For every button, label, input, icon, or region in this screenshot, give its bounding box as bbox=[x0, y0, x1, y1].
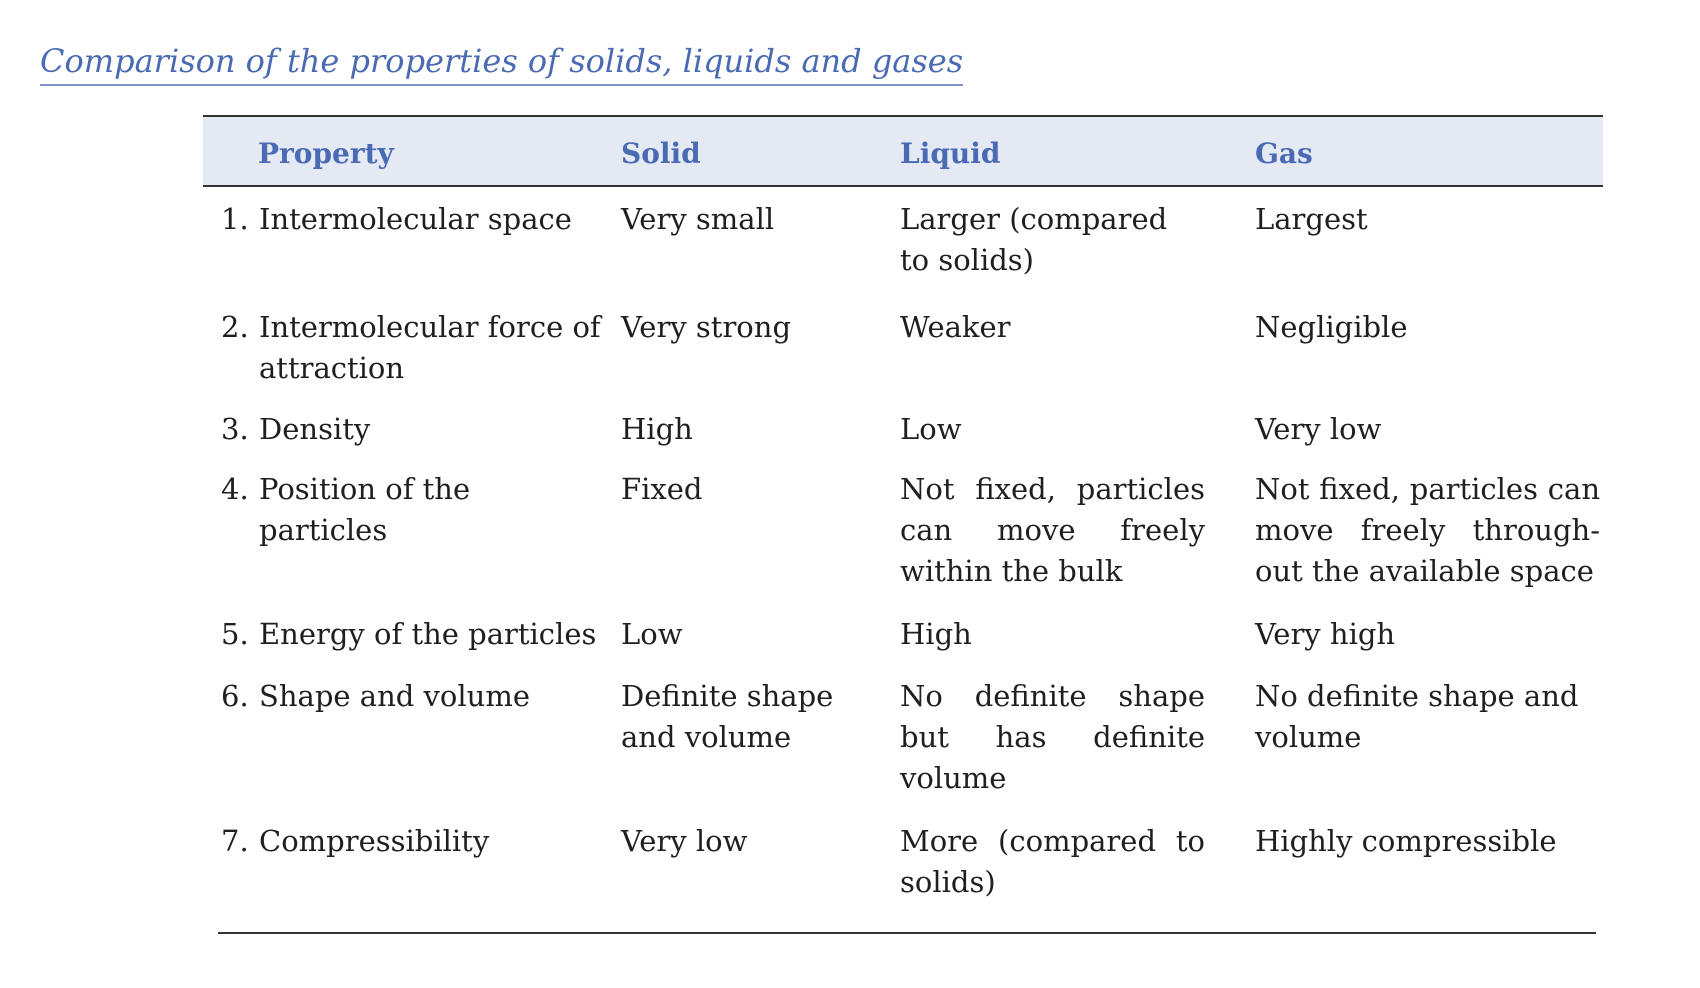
gas-cell: No definite shape and volume bbox=[1255, 679, 1579, 754]
property-cell bbox=[221, 469, 606, 551]
table-row bbox=[203, 307, 1603, 409]
table-row bbox=[203, 614, 1603, 676]
row-number: 1. bbox=[221, 202, 249, 236]
solid-cell: Low bbox=[621, 617, 683, 651]
property-cell bbox=[221, 199, 606, 240]
liquid-cell: Not fixed, particles can move freely within the bulk bbox=[900, 472, 1205, 588]
liquid-cell: High bbox=[900, 617, 972, 651]
table-row bbox=[203, 676, 1603, 821]
property-cell bbox=[221, 821, 606, 862]
gas-cell: Highly compressible bbox=[1255, 824, 1557, 858]
header-liquid: Liquid bbox=[900, 137, 1001, 170]
liquid-cell: No definite shape but has definite volume bbox=[900, 679, 1205, 795]
property-cell bbox=[221, 676, 606, 717]
property-label: Intermolecular force of attraction bbox=[259, 310, 601, 385]
solid-cell: Definite shape and volume bbox=[621, 679, 834, 754]
liquid-cell: Weaker bbox=[900, 310, 1011, 344]
properties-table bbox=[203, 115, 1603, 911]
gas-cell: Very high bbox=[1255, 617, 1396, 651]
table-bottom-rule bbox=[218, 932, 1596, 934]
solid-cell: Very low bbox=[621, 824, 748, 858]
liquid-cell: Low bbox=[900, 412, 962, 446]
liquid-cell: Larger (compared to solids) bbox=[900, 202, 1168, 277]
row-number: 4. bbox=[221, 472, 249, 506]
table-row bbox=[203, 409, 1603, 469]
property-label: Density bbox=[259, 412, 371, 446]
solid-cell: Very strong bbox=[621, 310, 792, 344]
table-row bbox=[203, 821, 1603, 911]
row-number: 5. bbox=[221, 617, 249, 651]
row-number: 3. bbox=[221, 412, 249, 446]
property-cell bbox=[221, 409, 606, 450]
property-label: Position of the particles bbox=[259, 472, 471, 547]
table-body bbox=[203, 199, 1603, 911]
property-label: Energy of the particles bbox=[259, 617, 597, 651]
gas-cell: Very low bbox=[1255, 412, 1382, 446]
property-label: Intermolecular space bbox=[259, 202, 572, 236]
solid-cell: High bbox=[621, 412, 693, 446]
table-row bbox=[203, 199, 1603, 307]
row-number: 6. bbox=[221, 679, 249, 713]
property-cell bbox=[221, 307, 606, 389]
page-title: Comparison of the properties of solids, liquids and gases bbox=[40, 42, 963, 86]
solid-cell: Very small bbox=[621, 202, 775, 236]
header-solid: Solid bbox=[621, 137, 701, 170]
gas-cell: Largest bbox=[1255, 202, 1368, 236]
table-row bbox=[203, 469, 1603, 614]
gas-cell: Negligible bbox=[1255, 310, 1408, 344]
property-label: Compressibility bbox=[259, 824, 490, 858]
table-header-row bbox=[203, 117, 1603, 187]
liquid-cell: More (compared to solids) bbox=[900, 824, 1205, 899]
solid-cell: Fixed bbox=[621, 472, 703, 506]
row-number: 7. bbox=[221, 824, 249, 858]
header-gas: Gas bbox=[1255, 137, 1313, 170]
property-label: Shape and volume bbox=[259, 679, 530, 713]
row-number: 2. bbox=[221, 310, 249, 344]
property-cell bbox=[221, 614, 606, 655]
header-property: Property bbox=[258, 137, 394, 170]
gas-cell: Not fixed, particles can move freely through-out the available space bbox=[1255, 472, 1600, 588]
